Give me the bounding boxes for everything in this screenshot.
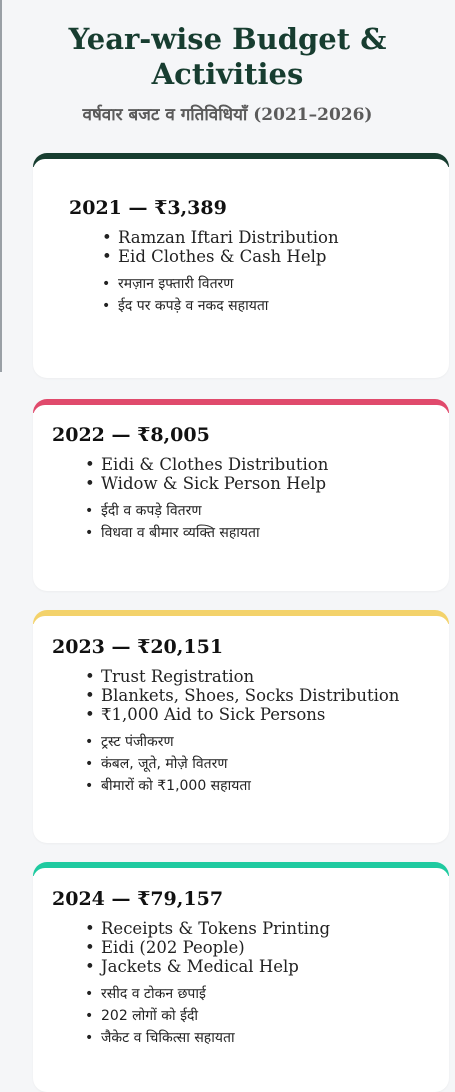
activity-list-hindi (102, 273, 339, 317)
page-left-rule (0, 0, 2, 372)
list-item: • 202 लोगों को ईदी (85, 1005, 330, 1027)
list-item: • Eid Clothes & Cash Help (102, 247, 339, 266)
list-item: • रमज़ान इफ्तारी वितरण (102, 273, 339, 295)
card-heading: 2022 — ₹8,005 (52, 424, 210, 446)
list-item: • ईद पर कपड़े व नकद सहायता (102, 295, 339, 317)
year-card-2023 (33, 610, 449, 843)
year-card-2021 (33, 153, 449, 378)
year-card-2022 (33, 399, 449, 591)
list-item: • Trust Registration (85, 667, 399, 686)
list-item: • बीमारों को ₹1,000 सहायता (85, 775, 399, 797)
activity-list-english (102, 228, 339, 266)
list-item: • जैकेट व चिकित्सा सहायता (85, 1027, 330, 1049)
list-item: • Widow & Sick Person Help (85, 474, 328, 493)
card-heading: 2021 — ₹3,389 (69, 197, 227, 219)
list-item: • ₹1,000 Aid to Sick Persons (85, 705, 399, 724)
list-item: • Ramzan Iftari Distribution (102, 228, 339, 247)
list-item: • Eidi & Clothes Distribution (85, 455, 328, 474)
page-header (0, 0, 455, 125)
list-item: • ईदी व कपड़े वितरण (85, 500, 328, 522)
list-item: • Receipts & Tokens Printing (85, 919, 330, 938)
page-title: Year-wise Budget & Activities (68, 22, 387, 91)
list-item: • ट्रस्ट पंजीकरण (85, 731, 399, 753)
list-item: • Eidi (202 People) (85, 938, 330, 957)
card-heading: 2024 — ₹79,157 (52, 888, 224, 910)
list-item: • विधवा व बीमार व्यक्ति सहायता (85, 522, 328, 544)
activity-list-hindi (85, 983, 330, 1049)
activity-list-english (85, 455, 328, 493)
year-card-2024 (33, 862, 449, 1092)
activity-list-hindi (85, 731, 399, 797)
activity-list-hindi (85, 500, 328, 544)
list-item: • Jackets & Medical Help (85, 957, 330, 976)
page-subtitle: वर्षवार बजट व गतिविधियाँ (2021–2026) (82, 105, 373, 125)
card-heading: 2023 — ₹20,151 (52, 636, 224, 658)
list-item: • कंबल, जूते, मोज़े वितरण (85, 753, 399, 775)
list-item: • Blankets, Shoes, Socks Distribution (85, 686, 399, 705)
list-item: • रसीद व टोकन छपाई (85, 983, 330, 1005)
activity-list-english (85, 667, 399, 724)
activity-list-english (85, 919, 330, 976)
